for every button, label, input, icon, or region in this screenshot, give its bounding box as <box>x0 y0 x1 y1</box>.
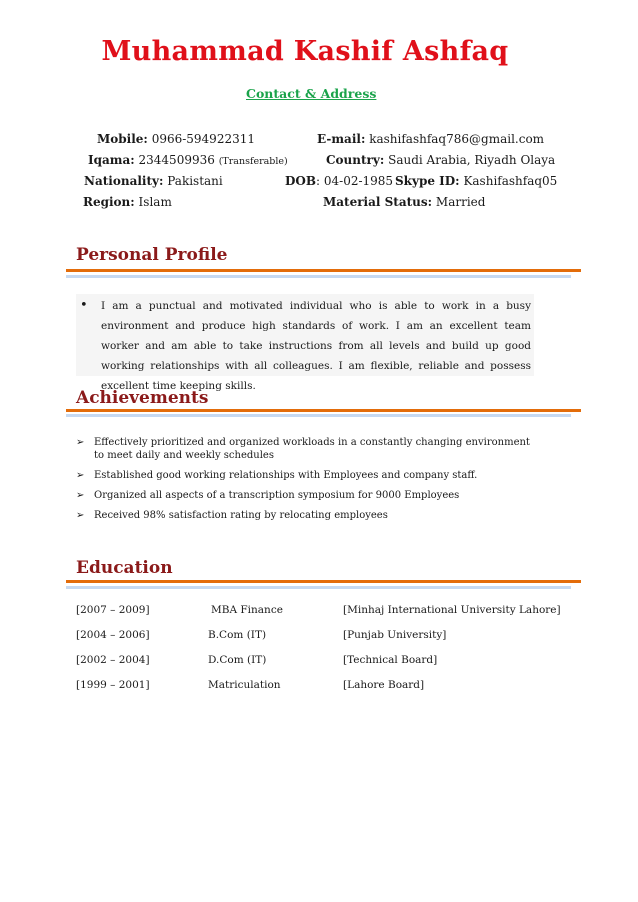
mobile-label: Mobile: <box>97 132 148 146</box>
marital-label: Material Status: <box>323 195 433 209</box>
country-line <box>326 153 555 167</box>
email-value[interactable]: kashifashfaq786@gmail.com <box>369 132 545 146</box>
iqama-label: Iqama: <box>88 153 135 167</box>
achievements-divider-blue <box>66 414 571 417</box>
education-row <box>76 679 556 693</box>
country-value: Saudi Arabia, Riyadh Olaya <box>388 153 556 167</box>
education-institution: [Lahore Board] <box>343 679 425 691</box>
achievement-text: Effectively prioritized and organized workloads in a constantly changing environment to meet daily and weekly schedules <box>94 437 530 461</box>
education-degree: D.Com (IT) <box>208 654 267 666</box>
country-label: Country: <box>326 153 385 167</box>
region-label: Region: <box>83 195 135 209</box>
profile-bullet: • <box>80 298 88 313</box>
email-label: E-mail: <box>317 132 366 146</box>
iqama-note: (Transferable) <box>218 156 288 167</box>
mobile-value: 0966-594922311 <box>151 132 255 146</box>
marital-line <box>323 195 485 209</box>
dob-line <box>285 174 393 188</box>
education-years: [1999 – 2001] <box>76 679 150 691</box>
achievements-section-title: Achievements <box>76 388 209 408</box>
nationality-line <box>84 174 223 188</box>
skype-value: Kashifashfaq05 <box>463 174 558 188</box>
iqama-line <box>88 153 288 167</box>
list-item <box>76 489 536 502</box>
achievement-text: Organized all aspects of a transcription symposium for 9000 Employees <box>94 490 460 501</box>
iqama-value: 2344509936 <box>138 153 215 167</box>
nationality-value: Pakistani <box>167 174 223 188</box>
profile-section-title: Personal Profile <box>76 245 228 265</box>
arrow-bullet-icon: ➢ <box>76 470 85 481</box>
dob-value: : 04-02-1985 <box>316 174 394 188</box>
education-institution: [Technical Board] <box>343 654 438 666</box>
list-item <box>76 436 536 462</box>
education-degree: Matriculation <box>208 679 281 691</box>
arrow-bullet-icon: ➢ <box>76 510 85 521</box>
education-institution: [Minhaj International University Lahore] <box>343 604 561 616</box>
education-row <box>76 604 561 618</box>
skype-label: Skype ID: <box>395 174 460 188</box>
achievements-list <box>76 436 536 529</box>
skype-line <box>395 174 557 188</box>
achievement-text: Received 98% satisfaction rating by relocating employees <box>94 510 388 521</box>
arrow-bullet-icon: ➢ <box>76 437 85 448</box>
dob-label: DOB <box>285 174 317 188</box>
contact-address-link[interactable]: Contact & Address <box>246 86 377 101</box>
education-years: [2004 – 2006] <box>76 629 150 641</box>
education-divider-blue <box>66 586 571 589</box>
education-divider-orange <box>66 580 581 583</box>
list-item <box>76 509 536 522</box>
education-degree: B.Com (IT) <box>208 629 267 641</box>
arrow-bullet-icon: ➢ <box>76 490 85 501</box>
education-years: [2002 – 2004] <box>76 654 150 666</box>
list-item <box>76 469 536 482</box>
profile-divider-orange <box>66 269 581 272</box>
profile-text: I am a punctual and motivated individual who is able to work in a busy environment and produce high standards of work. I am an excellent team worker and am able to take instructions from all levels and build up good working relationships with all colleagues. I am flexible, reliable and possess excellent time keeping skills. <box>101 300 531 392</box>
email-line <box>317 132 544 146</box>
nationality-label: Nationality: <box>84 174 164 188</box>
education-years: [2007 – 2009] <box>76 604 150 616</box>
achievement-text: Established good working relationships with Employees and company staff. <box>94 470 478 481</box>
education-degree: MBA Finance <box>211 604 283 616</box>
education-section-title: Education <box>76 558 173 578</box>
education-institution: [Punjab University] <box>343 629 447 641</box>
education-row <box>76 654 556 668</box>
candidate-name: Muhammad Kashif Ashfaq <box>101 36 509 67</box>
mobile-line <box>97 132 255 146</box>
region-value: Islam <box>138 195 172 209</box>
achievements-divider-orange <box>66 409 581 412</box>
education-row <box>76 629 556 643</box>
profile-divider-blue <box>66 275 571 278</box>
region-line <box>83 195 172 209</box>
marital-value: Married <box>435 195 486 209</box>
